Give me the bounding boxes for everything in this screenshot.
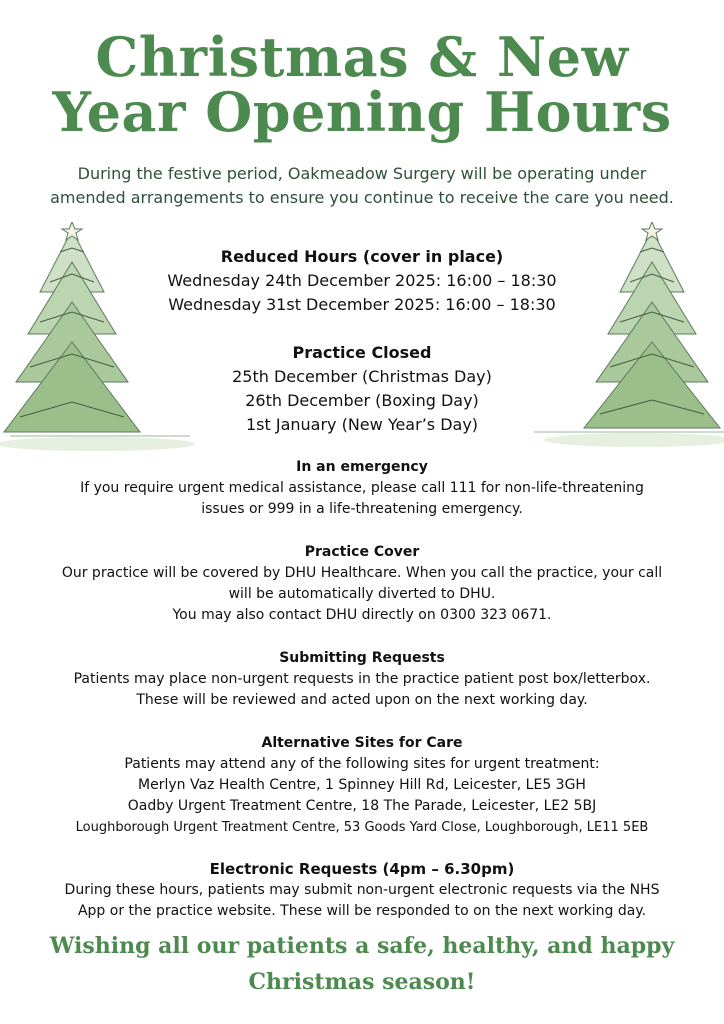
practice-cover-line: Our practice will be covered by DHU Healthcare. When you call the practice, your call bbox=[61, 565, 663, 581]
electronic-requests-line: App or the practice website. These will be responded to on the next working day. bbox=[77, 903, 647, 919]
title-line-2: Year Opening Hours bbox=[52, 80, 672, 144]
footer-line-2: Christmas season! bbox=[248, 969, 476, 995]
reduced-hours-line: Wednesday 31st December 2025: 16:00 – 18:30 bbox=[168, 295, 556, 314]
electronic-requests-heading: Electronic Requests (4pm – 6.30pm) bbox=[209, 860, 515, 878]
footer-line-1: Wishing all our patients a safe, healthy, and happy bbox=[49, 933, 675, 959]
alternative-sites-section bbox=[0, 733, 724, 838]
emergency-line: If you require urgent medical assistance, please call 111 for non-life-threatening bbox=[80, 480, 644, 496]
emergency-heading: In an emergency bbox=[296, 459, 428, 475]
electronic-requests-section bbox=[0, 859, 724, 922]
reduced-hours-heading: Reduced Hours (cover in place) bbox=[220, 247, 504, 266]
emergency-section bbox=[0, 457, 724, 520]
page-title bbox=[0, 25, 724, 144]
alternative-sites-line: Patients may attend any of the following sites for urgent treatment: bbox=[124, 756, 600, 772]
practice-cover-line: You may also contact DHU directly on 0300 323 0671. bbox=[172, 607, 552, 623]
practice-closed-section bbox=[0, 341, 724, 437]
practice-cover-heading: Practice Cover bbox=[304, 544, 420, 560]
title-line-1: Christmas & New bbox=[95, 25, 629, 89]
alternative-sites-line: Merlyn Vaz Health Centre, 1 Spinney Hill Rd, Leicester, LE5 3GH bbox=[138, 777, 586, 793]
practice-cover-section bbox=[0, 542, 724, 626]
electronic-requests-line: During these hours, patients may submit non-urgent electronic requests via the NHS bbox=[64, 882, 660, 898]
emergency-line: issues or 999 in a life-threatening emergency. bbox=[201, 501, 523, 517]
footer-message bbox=[20, 928, 704, 1000]
submitting-requests-line: These will be reviewed and acted upon on the next working day. bbox=[136, 692, 588, 708]
practice-cover-line: will be automatically diverted to DHU. bbox=[228, 586, 496, 602]
intro-text: During the festive period, Oakmeadow Surgery will be operating under amended arrangements to ensure you continue to receive the care you need. bbox=[50, 164, 674, 207]
submitting-requests-heading: Submitting Requests bbox=[279, 650, 445, 666]
reduced-hours-section bbox=[0, 245, 724, 317]
alternative-sites-line: Loughborough Urgent Treatment Centre, 53 Goods Yard Close, Loughborough, LE11 5EB bbox=[75, 820, 649, 835]
practice-closed-line: 1st January (New Year’s Day) bbox=[245, 415, 479, 434]
submitting-requests-line: Patients may place non-urgent requests in the practice patient post box/letterbox. bbox=[73, 671, 651, 687]
alternative-sites-line: Oadby Urgent Treatment Centre, 18 The Parade, Leicester, LE2 5BJ bbox=[127, 798, 597, 814]
reduced-hours-line: Wednesday 24th December 2025: 16:00 – 18:30 bbox=[167, 271, 557, 290]
alternative-sites-heading: Alternative Sites for Care bbox=[261, 735, 463, 751]
practice-closed-heading: Practice Closed bbox=[292, 343, 432, 362]
practice-closed-line: 25th December (Christmas Day) bbox=[232, 367, 492, 386]
practice-closed-line: 26th December (Boxing Day) bbox=[245, 391, 479, 410]
submitting-requests-section bbox=[0, 648, 724, 711]
